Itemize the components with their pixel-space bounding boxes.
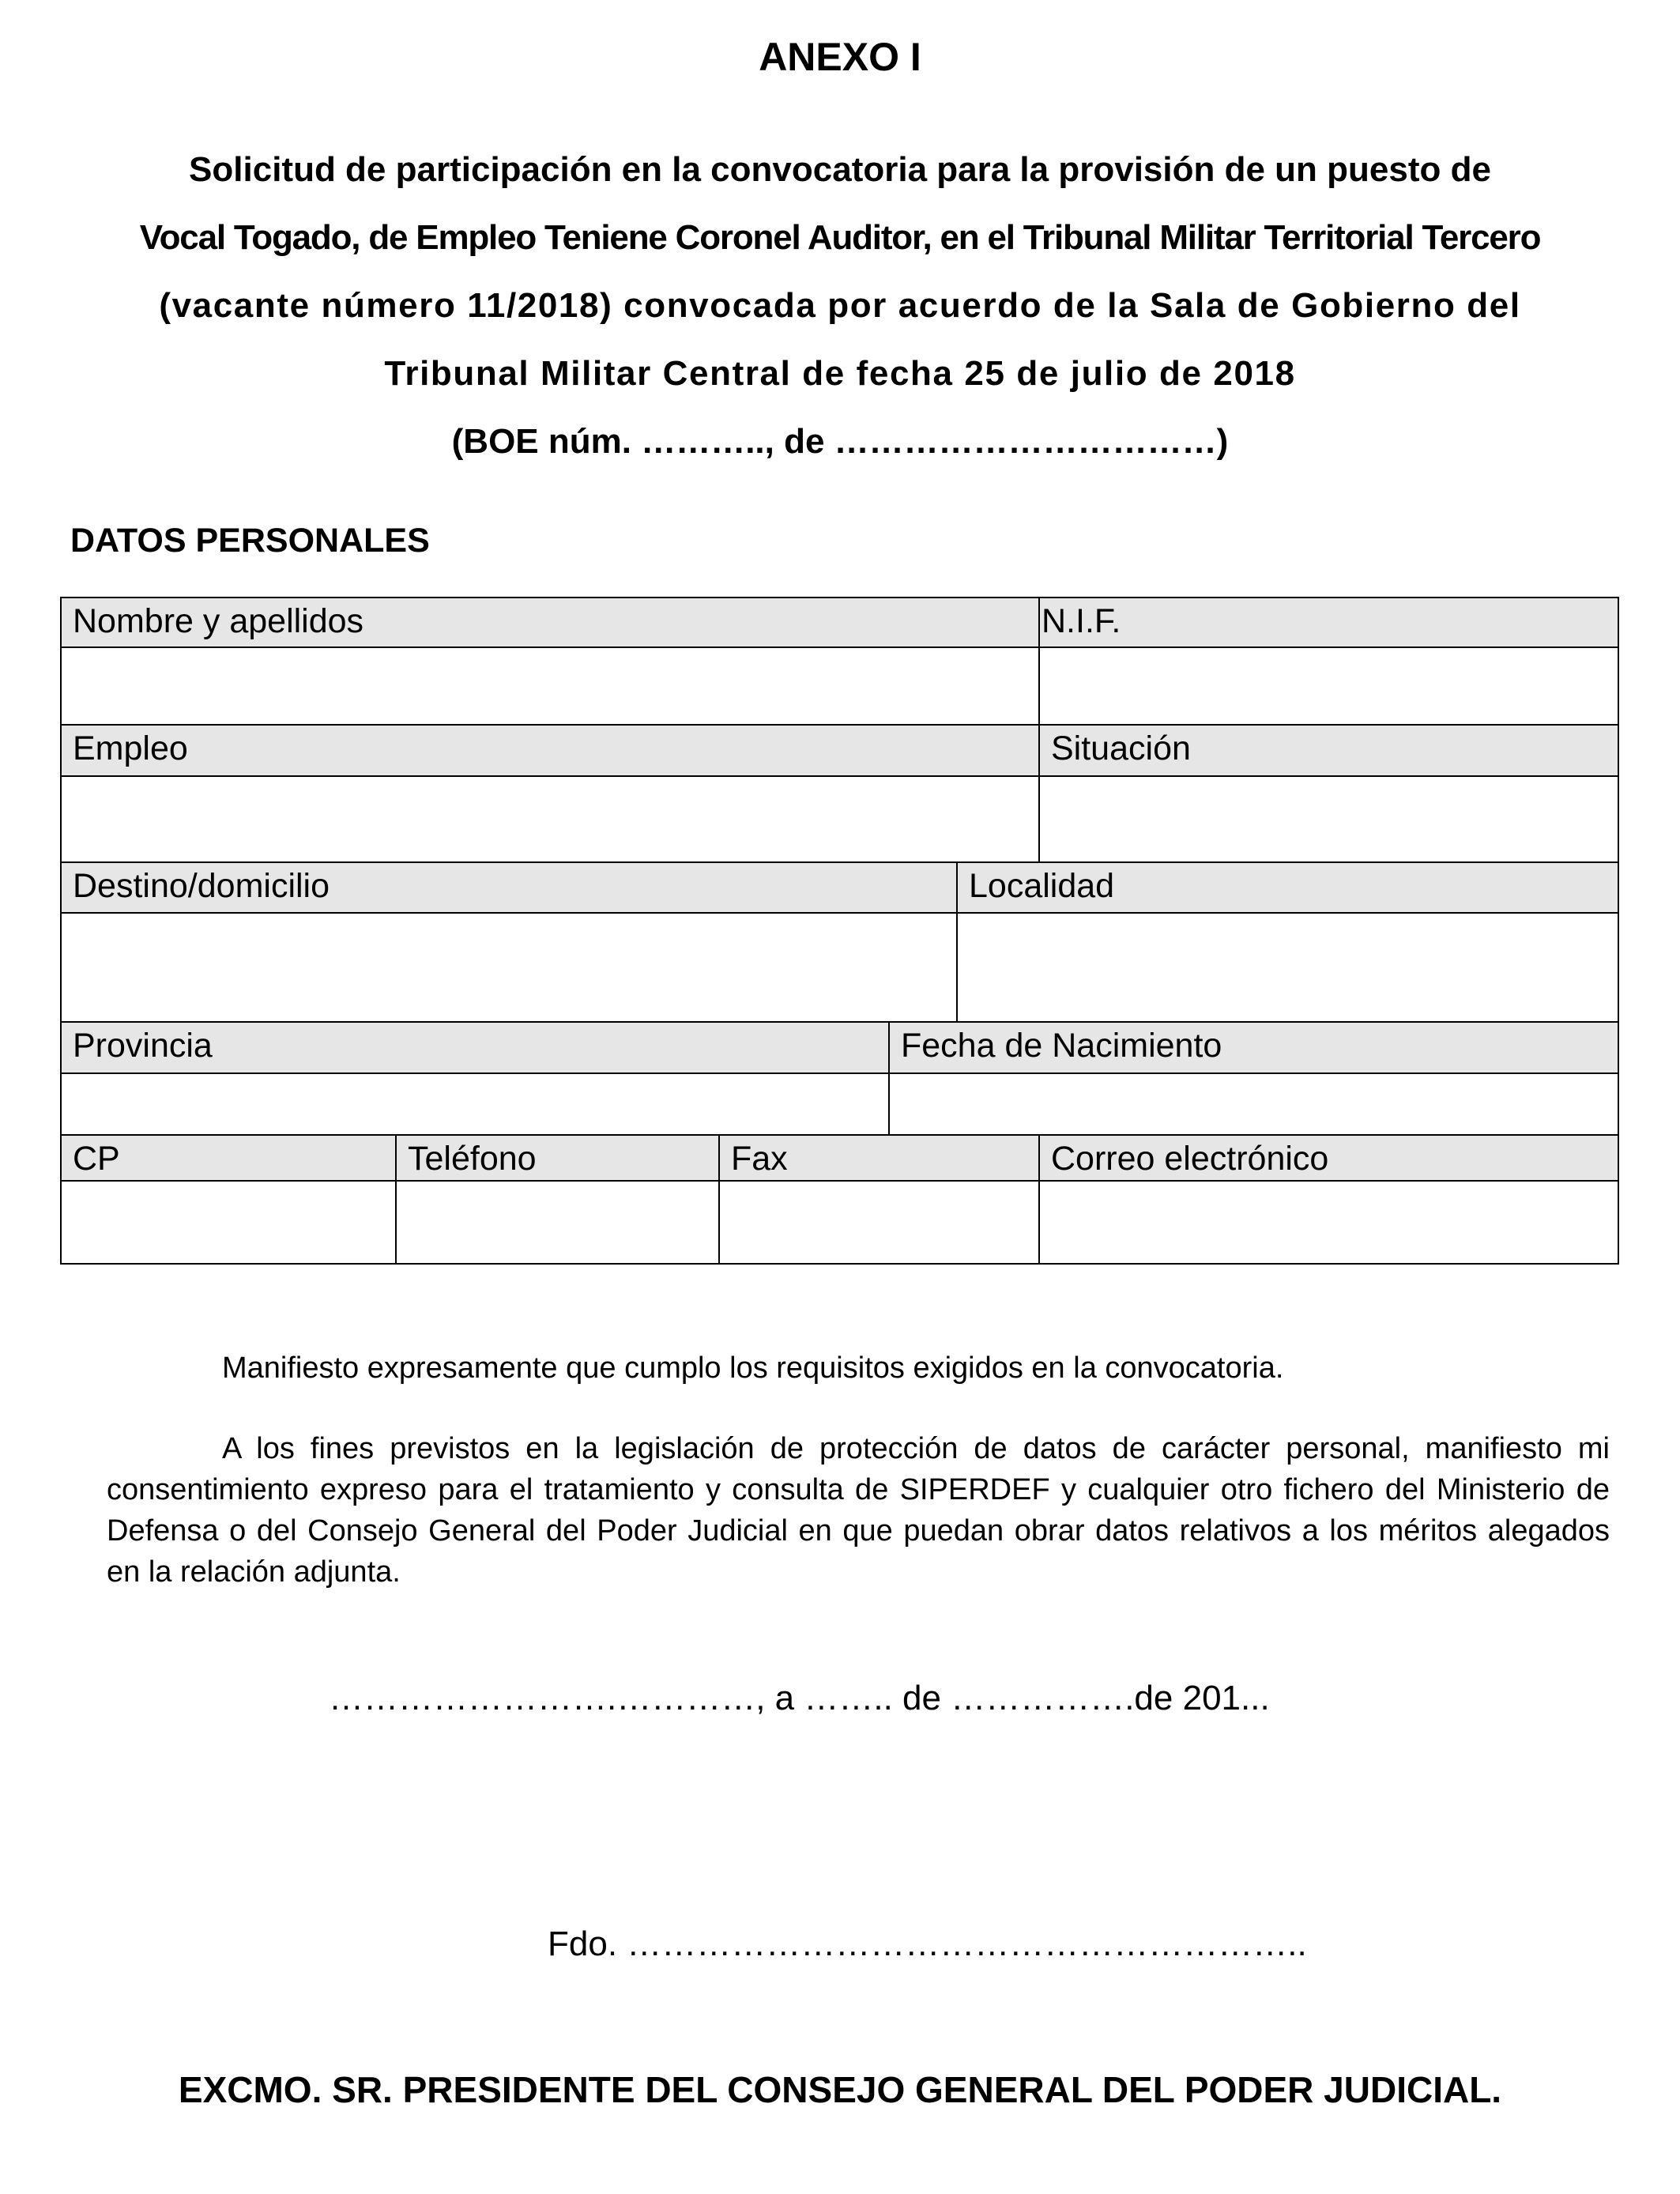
section-title-personal-data: DATOS PERSONALES bbox=[70, 522, 430, 560]
posting-address-label: Destino/domicilio bbox=[60, 861, 958, 914]
application-heading bbox=[32, 136, 1648, 476]
signature-line: Fdo. ………………………………………………….. bbox=[548, 1924, 1307, 1963]
full-name-label: Nombre y apellidos bbox=[60, 597, 1040, 648]
nif-field[interactable] bbox=[1038, 647, 1619, 726]
data-consent-declaration: A los fines previstos en la legislación de protección de datos de carácter personal, manifiesto mi consentimiento expreso para el tratamiento y consulta de SIPERDEF y cualquier otro fichero del Ministerio de Defensa o del Consejo General del Poder Judicial en que puedan obrar datos relativos a los méritos alegados en la relación adjunta. bbox=[107, 1432, 1610, 1589]
province-field[interactable] bbox=[60, 1072, 890, 1136]
birth-date-field[interactable] bbox=[888, 1072, 1619, 1136]
addressee: EXCMO. SR. PRESIDENTE DEL CONSEJO GENERAL DEL PODER JUDICIAL. bbox=[178, 2069, 1502, 2110]
annex-title: ANEXO I bbox=[759, 35, 921, 79]
heading-line: Tribunal Militar Central de fecha 25 de julio de 2018 bbox=[384, 354, 1296, 393]
town-field[interactable] bbox=[956, 912, 1619, 1023]
requirements-declaration: Manifiesto expresamente que cumplo los requisitos exigidos en la convocatoria. bbox=[222, 1351, 1284, 1385]
fax-label: Fax bbox=[718, 1134, 1040, 1182]
personal-data-form bbox=[60, 597, 1619, 1265]
posting-address-field[interactable] bbox=[60, 912, 958, 1023]
birth-date-label: Fecha de Nacimiento bbox=[888, 1021, 1619, 1074]
heading-line: (BOE núm. ……….., de ……………………………) bbox=[451, 422, 1229, 461]
rank-label: Empleo bbox=[60, 724, 1040, 777]
town-label: Localidad bbox=[956, 861, 1619, 914]
heading-line: Solicitud de participación en la convocatoria para la provisión de un puesto de bbox=[189, 150, 1491, 189]
fax-field[interactable] bbox=[718, 1180, 1040, 1265]
province-label: Provincia bbox=[60, 1021, 890, 1074]
status-label: Situación bbox=[1038, 724, 1619, 777]
nif-label: N.I.F. bbox=[1038, 597, 1619, 648]
email-label: Correo electrónico bbox=[1038, 1134, 1619, 1182]
heading-line: (vacante número 11/2018) convocada por acuerdo de la Sala de Gobierno del bbox=[159, 286, 1521, 325]
phone-field[interactable] bbox=[395, 1180, 720, 1265]
place-date-line: …………………….…………, a …….. de …………….de 201... bbox=[329, 1679, 1270, 1717]
status-field[interactable] bbox=[1038, 775, 1619, 863]
rank-field[interactable] bbox=[60, 775, 1040, 863]
phone-label: Teléfono bbox=[395, 1134, 720, 1182]
email-field[interactable] bbox=[1038, 1180, 1619, 1265]
postal-code-label: CP bbox=[60, 1134, 397, 1182]
full-name-field[interactable] bbox=[60, 647, 1040, 726]
heading-line: Vocal Togado, de Empleo Teniene Coronel Auditor, en el Tribunal Militar Territorial Tercero bbox=[139, 218, 1541, 257]
postal-code-field[interactable] bbox=[60, 1180, 397, 1265]
